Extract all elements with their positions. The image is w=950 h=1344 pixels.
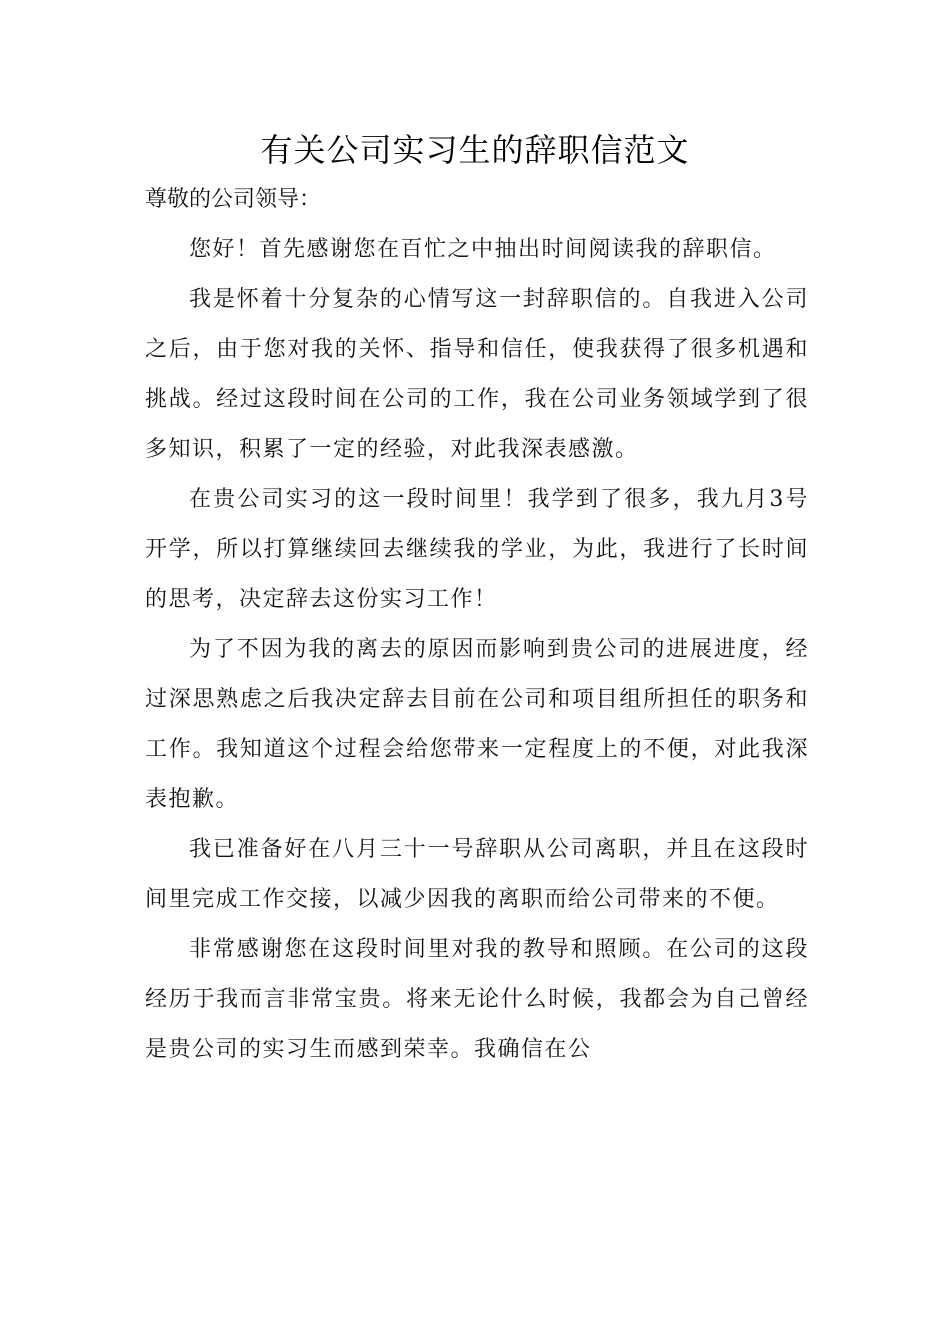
paragraph-reason: 在贵公司实习的这一段时间里！我学到了很多，我九月3号开学，所以打算继续回去继续我的学业，为此，我进行了长时间的思考，决定辞去这份实习工作！ xyxy=(145,487,809,612)
letter-body xyxy=(145,175,809,1075)
paragraph-feelings: 我是怀着十分复杂的心情写这一封辞职信的。自我进入公司之后，由于您对我的关怀、指导和信任，使我获得了很多机遇和挑战。经过这段时间在公司的工作，我在公司业务领域学到了很多知识，积累了一定的经验，对此我深表感激。 xyxy=(145,287,809,462)
document-title: 有关公司实习生的辞职信范文 xyxy=(260,131,690,169)
paragraph-greeting: 您好！首先感谢您在百忙之中抽出时间阅读我的辞职信。 xyxy=(189,237,777,262)
paragraph-thanks: 非常感谢您在这段时间里对我的教导和照顾。在公司的这段经历于我而言非常宝贵。将来无论什么时候，我都会为自己曾经是贵公司的实习生而感到荣幸。我确信在公 xyxy=(145,937,809,1062)
paragraph-decision: 为了不因为我的离去的原因而影响到贵公司的进展进度，经过深思熟虑之后我决定辞去目前在公司和项目组所担任的职务和工作。我知道这个过程会给您带来一定程度上的不便，对此我深表抱歉。 xyxy=(145,637,809,812)
salutation: 尊敬的公司领导： xyxy=(145,187,322,212)
paragraph-handover: 我已准备好在八月三十一号辞职从公司离职，并且在这段时间里完成工作交接，以减少因我的离职而给公司带来的不便。 xyxy=(145,837,809,912)
